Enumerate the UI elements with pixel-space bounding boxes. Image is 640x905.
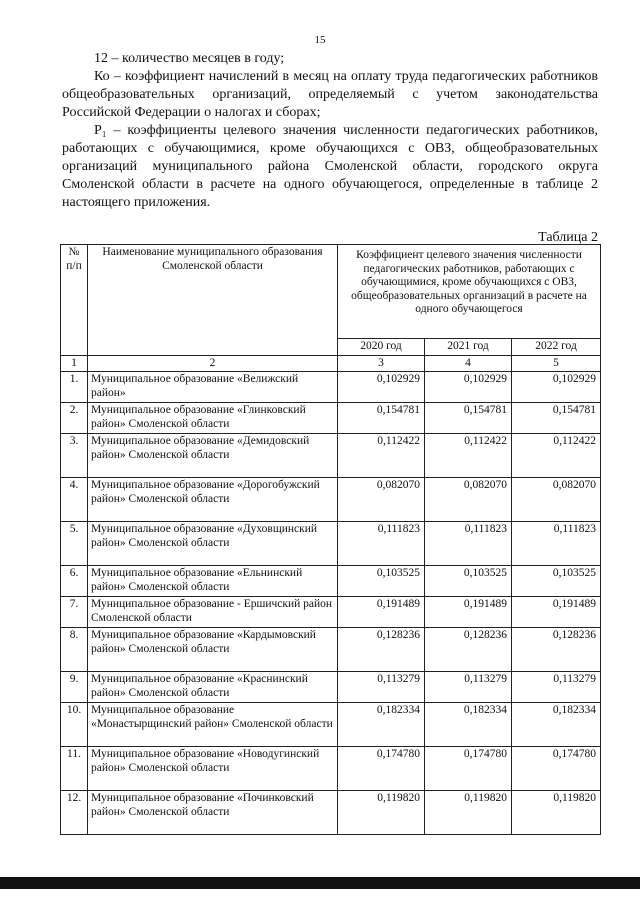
row-number: 9. bbox=[61, 672, 88, 703]
paragraph-ko: Ко – коэффициент начислений в месяц на оплату труда педагогических работников общеобразовательных организаций, определяемый с учетом законодательства Российской Федерации о налогах и сборах; bbox=[62, 69, 598, 120]
table-row bbox=[61, 478, 601, 522]
row-number: 7. bbox=[61, 597, 88, 628]
value-2021: 0,082070 bbox=[425, 478, 512, 522]
table-row bbox=[61, 747, 601, 791]
municipality-name: Муниципальное образование «Духовщинский район» Смоленской области bbox=[88, 522, 338, 566]
table-row bbox=[61, 403, 601, 434]
row-number: 1. bbox=[61, 372, 88, 403]
value-2021: 0,128236 bbox=[425, 628, 512, 672]
value-2020: 0,128236 bbox=[338, 628, 425, 672]
paragraph-months: 12 – количество месяцев в году; bbox=[94, 51, 285, 66]
table-row bbox=[61, 628, 601, 672]
value-2021: 0,174780 bbox=[425, 747, 512, 791]
row-number: 3. bbox=[61, 434, 88, 478]
column-index: 2 bbox=[88, 355, 338, 372]
coefficients-table bbox=[60, 244, 601, 835]
value-2021: 0,154781 bbox=[425, 403, 512, 434]
paragraph-p1: P₁ – коэффициенты целевого значения численности педагогических работников, работающих с обучающимися, кроме обучающихся с ОВЗ, общеобразовательных организаций муниципального района Смоленской области, городского округа Смоленской области в расчете на одного обучающегося, определенные в таблице 2 настоящего приложения. bbox=[62, 123, 598, 210]
value-2022: 0,128236 bbox=[512, 628, 601, 672]
table-row bbox=[61, 372, 601, 403]
value-2021: 0,112422 bbox=[425, 434, 512, 478]
column-index: 1 bbox=[61, 355, 88, 372]
municipality-name: Муниципальное образование «Дорогобужский район» Смоленской области bbox=[88, 478, 338, 522]
value-2022: 0,103525 bbox=[512, 566, 601, 597]
row-number: 4. bbox=[61, 478, 88, 522]
header-coefficient: Коэффициент целевого значения численности педагогических работников, работающих с обучающимися, кроме обучающихся с ОВЗ, общеобразовательных организаций в расчете на одного обучающегося bbox=[338, 245, 601, 339]
value-2021: 0,103525 bbox=[425, 566, 512, 597]
value-2022: 0,082070 bbox=[512, 478, 601, 522]
municipality-name: Муниципальное образование «Кардымовский район» Смоленской области bbox=[88, 628, 338, 672]
value-2020: 0,182334 bbox=[338, 703, 425, 747]
header-number: № п/п bbox=[61, 245, 88, 356]
value-2020: 0,103525 bbox=[338, 566, 425, 597]
table-row bbox=[61, 522, 601, 566]
row-number: 12. bbox=[61, 791, 88, 835]
value-2020: 0,119820 bbox=[338, 791, 425, 835]
table-row bbox=[61, 791, 601, 835]
value-2022: 0,111823 bbox=[512, 522, 601, 566]
value-2021: 0,182334 bbox=[425, 703, 512, 747]
table-row bbox=[61, 566, 601, 597]
municipality-name: Муниципальное образование - Ершичский район Смоленской области bbox=[88, 597, 338, 628]
value-2021: 0,102929 bbox=[425, 372, 512, 403]
row-number: 5. bbox=[61, 522, 88, 566]
value-2021: 0,113279 bbox=[425, 672, 512, 703]
value-2020: 0,174780 bbox=[338, 747, 425, 791]
value-2020: 0,154781 bbox=[338, 403, 425, 434]
table-row bbox=[61, 434, 601, 478]
municipality-name: Муниципальное образование «Демидовский район» Смоленской области bbox=[88, 434, 338, 478]
value-2020: 0,102929 bbox=[338, 372, 425, 403]
municipality-name: Муниципальное образование «Починковский район» Смоленской области bbox=[88, 791, 338, 835]
table-row bbox=[61, 672, 601, 703]
header-year-2022: 2022 год bbox=[512, 339, 601, 356]
row-number: 8. bbox=[61, 628, 88, 672]
value-2020: 0,111823 bbox=[338, 522, 425, 566]
value-2020: 0,113279 bbox=[338, 672, 425, 703]
value-2022: 0,174780 bbox=[512, 747, 601, 791]
value-2020: 0,082070 bbox=[338, 478, 425, 522]
value-2022: 0,154781 bbox=[512, 403, 601, 434]
value-2021: 0,111823 bbox=[425, 522, 512, 566]
body-text bbox=[62, 50, 598, 212]
municipality-name: Муниципальное образование «Новодугинский район» Смоленской области bbox=[88, 747, 338, 791]
value-2021: 0,119820 bbox=[425, 791, 512, 835]
value-2022: 0,113279 bbox=[512, 672, 601, 703]
value-2022: 0,112422 bbox=[512, 434, 601, 478]
scan-edge-bar bbox=[0, 877, 640, 889]
value-2022: 0,119820 bbox=[512, 791, 601, 835]
column-index: 4 bbox=[425, 355, 512, 372]
header-name: Наименование муниципального образования Смоленской области bbox=[88, 245, 338, 356]
row-number: 10. bbox=[61, 703, 88, 747]
row-number: 2. bbox=[61, 403, 88, 434]
value-2020: 0,191489 bbox=[338, 597, 425, 628]
page-number: 15 bbox=[314, 34, 326, 46]
column-index: 5 bbox=[512, 355, 601, 372]
header-year-2021: 2021 год bbox=[425, 339, 512, 356]
table-row bbox=[61, 703, 601, 747]
municipality-name: Муниципальное образование «Ельнинский район» Смоленской области bbox=[88, 566, 338, 597]
value-2022: 0,102929 bbox=[512, 372, 601, 403]
header-year-2020: 2020 год bbox=[338, 339, 425, 356]
municipality-name: Муниципальное образование «Глинковский район» Смоленской области bbox=[88, 403, 338, 434]
value-2021: 0,191489 bbox=[425, 597, 512, 628]
municipality-name: Муниципальное образование «Краснинский район» Смоленской области bbox=[88, 672, 338, 703]
table-caption: Таблица 2 bbox=[538, 230, 598, 245]
row-number: 6. bbox=[61, 566, 88, 597]
table-row bbox=[61, 597, 601, 628]
value-2020: 0,112422 bbox=[338, 434, 425, 478]
table-body bbox=[61, 372, 601, 835]
row-number: 11. bbox=[61, 747, 88, 791]
value-2022: 0,182334 bbox=[512, 703, 601, 747]
column-index: 3 bbox=[338, 355, 425, 372]
value-2022: 0,191489 bbox=[512, 597, 601, 628]
municipality-name: Муниципальное образование «Монастырщинский район» Смоленской области bbox=[88, 703, 338, 747]
municipality-name: Муниципальное образование «Велижский район» bbox=[88, 372, 338, 403]
